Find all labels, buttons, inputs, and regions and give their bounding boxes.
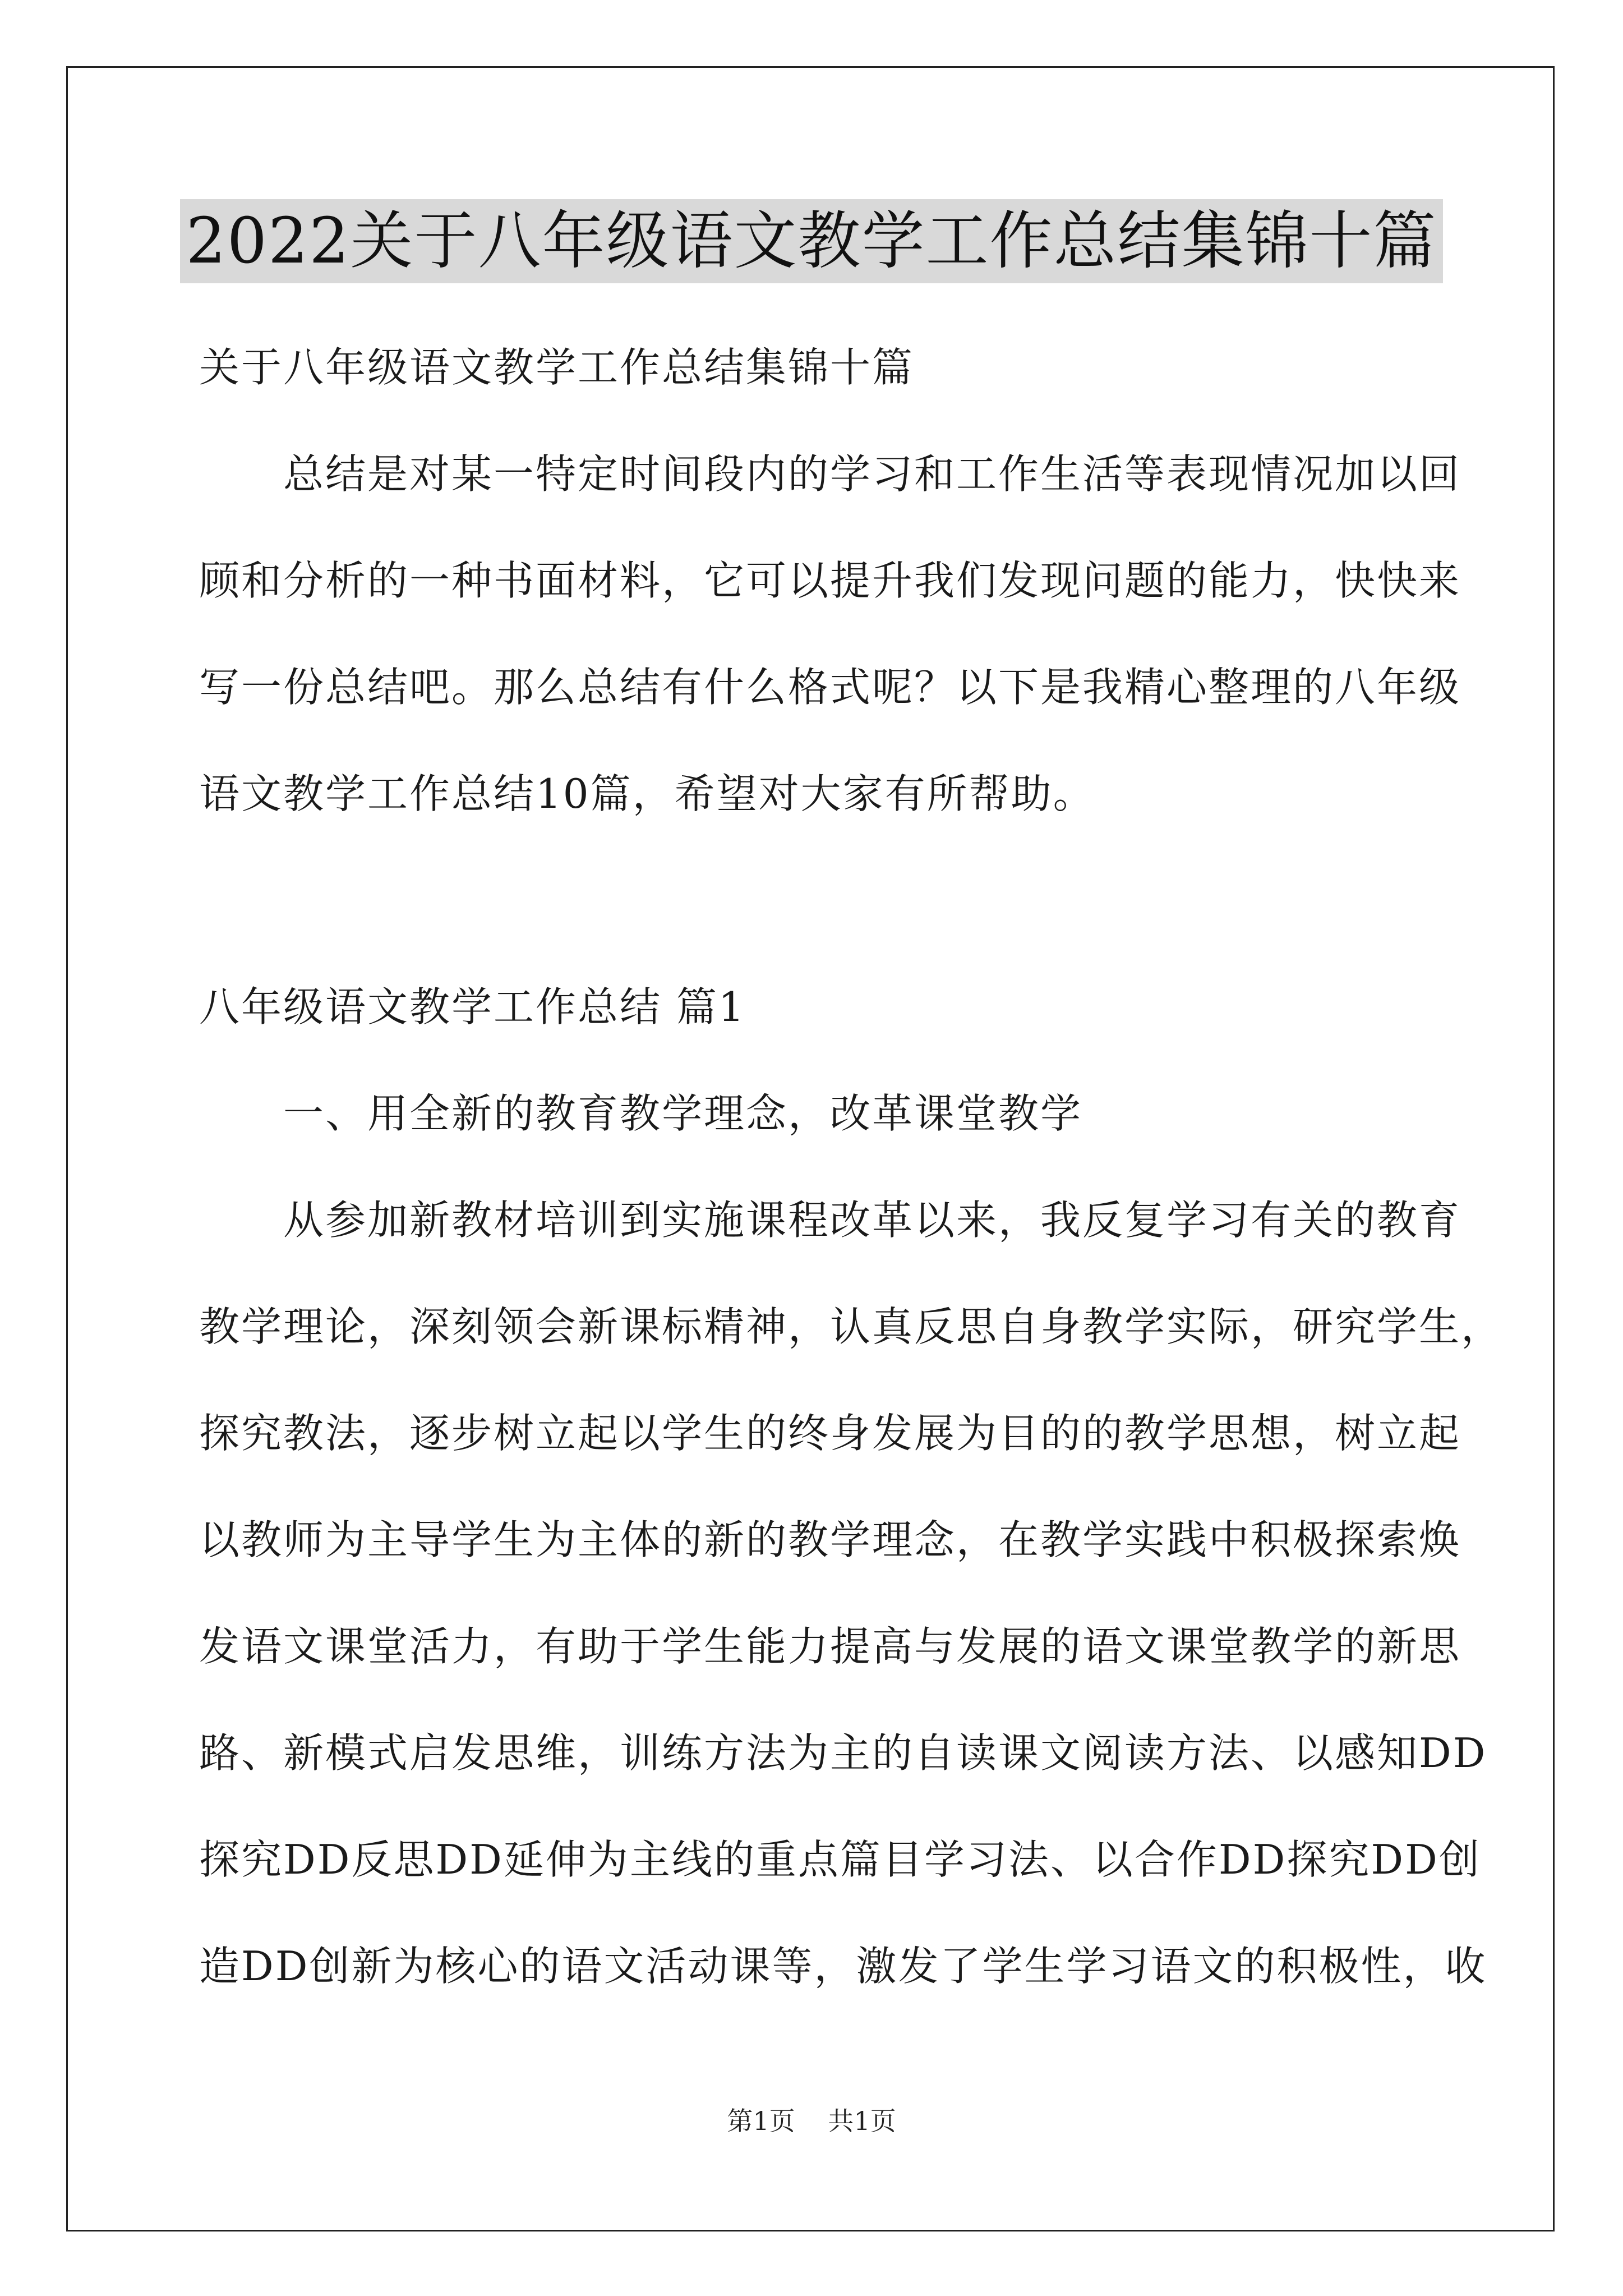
intro-line: 总结是对某一特定时间段内的学习和工作生活等表现情况加以回 bbox=[283, 450, 1461, 498]
paragraph-spacer bbox=[199, 847, 1444, 954]
total-pages: 共1页 bbox=[828, 2106, 896, 2136]
document-title: 2022关于八年级语文教学工作总结集锦十篇 bbox=[180, 199, 1442, 283]
document-subtitle: 关于八年级语文教学工作总结集锦十篇 bbox=[199, 344, 915, 391]
title-container bbox=[0, 199, 1623, 283]
body-line: 教学理论，深刻领会新课标精神，认真反思自身教学实际，研究学生， bbox=[199, 1303, 1504, 1350]
page-number: 第1页 bbox=[727, 2106, 795, 2136]
intro-line: 写一份总结吧。那么总结有什么格式呢？以下是我精心整理的八年级 bbox=[199, 664, 1461, 711]
intro-line: 语文教学工作总结10篇，希望对大家有所帮助。 bbox=[199, 770, 1095, 817]
body-line: 探究DD反思DD延伸为主线的重点篇目学习法、以合作DD探究DD创 bbox=[199, 1836, 1481, 1883]
section-heading: 八年级语文教学工作总结 篇1 bbox=[199, 983, 746, 1030]
body-line: 发语文课堂活力，有助于学生能力提高与发展的语文课堂教学的新思 bbox=[199, 1623, 1461, 1670]
intro-line: 顾和分析的一种书面材料，它可以提升我们发现问题的能力，快快来 bbox=[199, 557, 1461, 604]
body-line: 以教师为主导学生为主体的新的教学理念，在教学实践中积极探索焕 bbox=[199, 1516, 1461, 1563]
document-body bbox=[199, 314, 1504, 2019]
body-line: 路、新模式启发思维，训练方法为主的自读课文阅读方法、以感知DD bbox=[199, 1729, 1487, 1777]
page-footer bbox=[0, 2101, 1623, 2138]
body-line: 探究教法，逐步树立起以学生的终身发展为目的的教学思想，树立起 bbox=[199, 1410, 1461, 1457]
body-line: 从参加新教材培训到实施课程改革以来，我反复学习有关的教育 bbox=[283, 1197, 1461, 1244]
point-heading: 一、用全新的教育教学理念，改革课堂教学 bbox=[283, 1090, 1083, 1137]
body-line: 造DD创新为核心的语文活动课等，激发了学生学习语文的积极性，收 bbox=[199, 1943, 1487, 1990]
